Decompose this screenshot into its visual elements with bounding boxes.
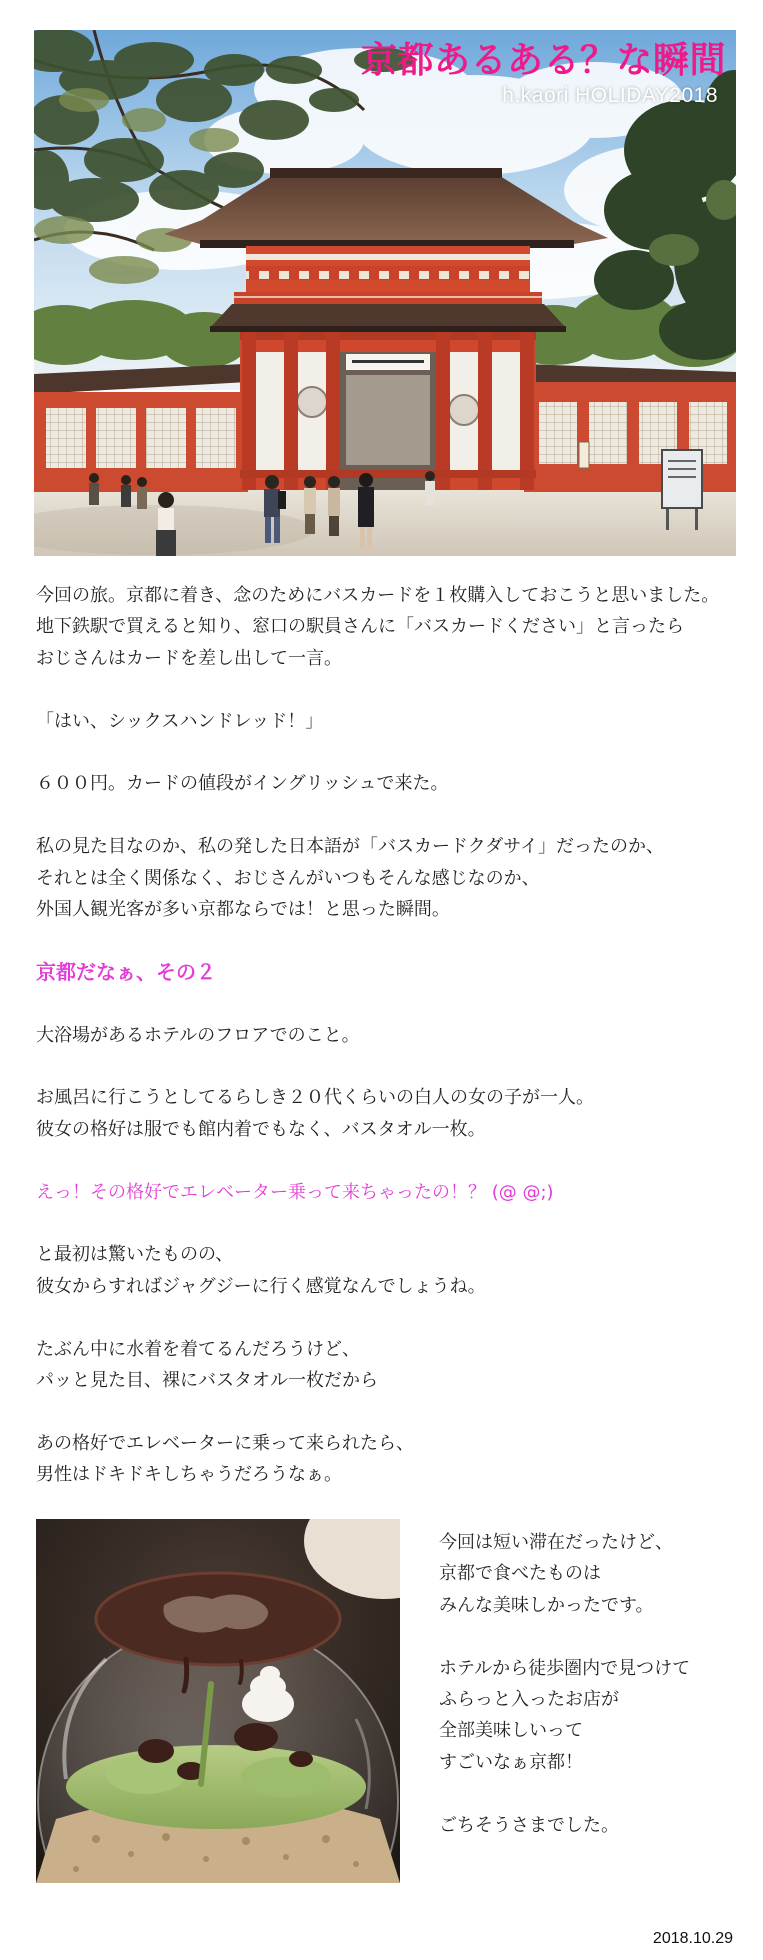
text-line: お風呂に行こうとしてるらしき２０代くらいの白人の女の子が一人。 (36, 1087, 594, 1109)
note-paragraph (439, 1527, 690, 1621)
text-line: あの格好でエレベーターに乗って来られたら、 (36, 1432, 414, 1454)
right-corridor (524, 364, 736, 492)
paragraph-girl (36, 1082, 748, 1145)
text-line: 今回の旅。京都に着き、念のためにバスカードを１枚購入しておこうと思いました。 (36, 585, 720, 606)
text-line: 大浴場があるホテルのフロアでのこと。 (36, 1024, 360, 1046)
paragraph-conclusion (36, 1428, 748, 1491)
food-note (439, 1527, 690, 1872)
text-line: 「はい、シックスハンドレッド！」 (36, 710, 324, 732)
text-line: 彼女からすればジャグジーに行く感覚なんでしょうね。 (36, 1275, 486, 1297)
post-date: 2018.10.29 (652, 1930, 733, 1947)
text-line: たぶん中に水着を着てるんだろうけど、 (36, 1338, 360, 1360)
text-line: 地下鉄駅で買えると知り、窓口の駅員さんに「バスカードください」と言ったら (36, 616, 684, 638)
paragraph-scene (36, 1020, 748, 1051)
hero-photo (34, 30, 736, 556)
text-line: ごちそうさまでした。 (439, 1814, 619, 1836)
paragraph-intro (36, 580, 748, 674)
text-line: すごいなぁ京都！ (439, 1751, 583, 1773)
text-line: ホテルから徒歩圏内で見つけて (439, 1657, 691, 1679)
text-line: 全部美味しいって (439, 1720, 583, 1742)
text-line: おじさんはカードを差し出して一言。 (36, 647, 342, 669)
note-paragraph (439, 1653, 690, 1779)
paragraph-quote (36, 706, 748, 737)
lantern (579, 442, 589, 468)
text-line: それとは全く関係なく、おじさんがいつもそんな感じなのか、 (36, 867, 540, 889)
left-corridor (34, 364, 248, 492)
shrine-gate-photo (34, 30, 736, 556)
article-body (36, 580, 748, 1522)
text-line: パッと見た目、裸にバスタオル一枚だから (36, 1370, 378, 1392)
text-line: 私の見た目なのか、私の発した日本語が「バスカードクダサイ」だったのか、 (36, 836, 665, 858)
highlight-line: えっ！その格好でエレベーター乗って来ちゃったの！？ (@ @;) (36, 1181, 554, 1203)
text-line: 外国人観光客が多い京都ならでは！と思った瞬間。 (36, 899, 450, 921)
text-line: と最初は驚いたものの、 (36, 1244, 234, 1266)
paragraph-exclamation (36, 1177, 748, 1208)
text-line: ６００円。カードの値段がイングリッシュで来た。 (36, 773, 449, 795)
paragraph-realization (36, 1239, 748, 1302)
page-subtitle: h.kaori HOLIDAY2018 (502, 84, 718, 107)
text-line: 男性はドキドキしちゃうだろうなぁ。 (36, 1464, 342, 1486)
food-photo (36, 1519, 400, 1883)
dessert-photo (36, 1519, 400, 1883)
text-line: みんな美味しかったです。 (439, 1594, 654, 1616)
section-heading: 京都だなぁ、その２ (36, 959, 216, 984)
paragraph-price (36, 768, 748, 799)
text-line: 今回は短い滞在だったけど、 (439, 1532, 673, 1553)
text-line: 彼女の格好は服でも館内着でもなく、バスタオル一枚。 (36, 1118, 486, 1140)
note-closing (439, 1810, 690, 1841)
paragraph-reflection (36, 831, 748, 925)
paragraph-guess (36, 1334, 748, 1397)
text-line: ふらっと入ったお店が (439, 1689, 619, 1711)
text-line: 京都で食べたものは (439, 1563, 601, 1585)
page-title: 京都あるある？な瞬間 (360, 40, 726, 81)
